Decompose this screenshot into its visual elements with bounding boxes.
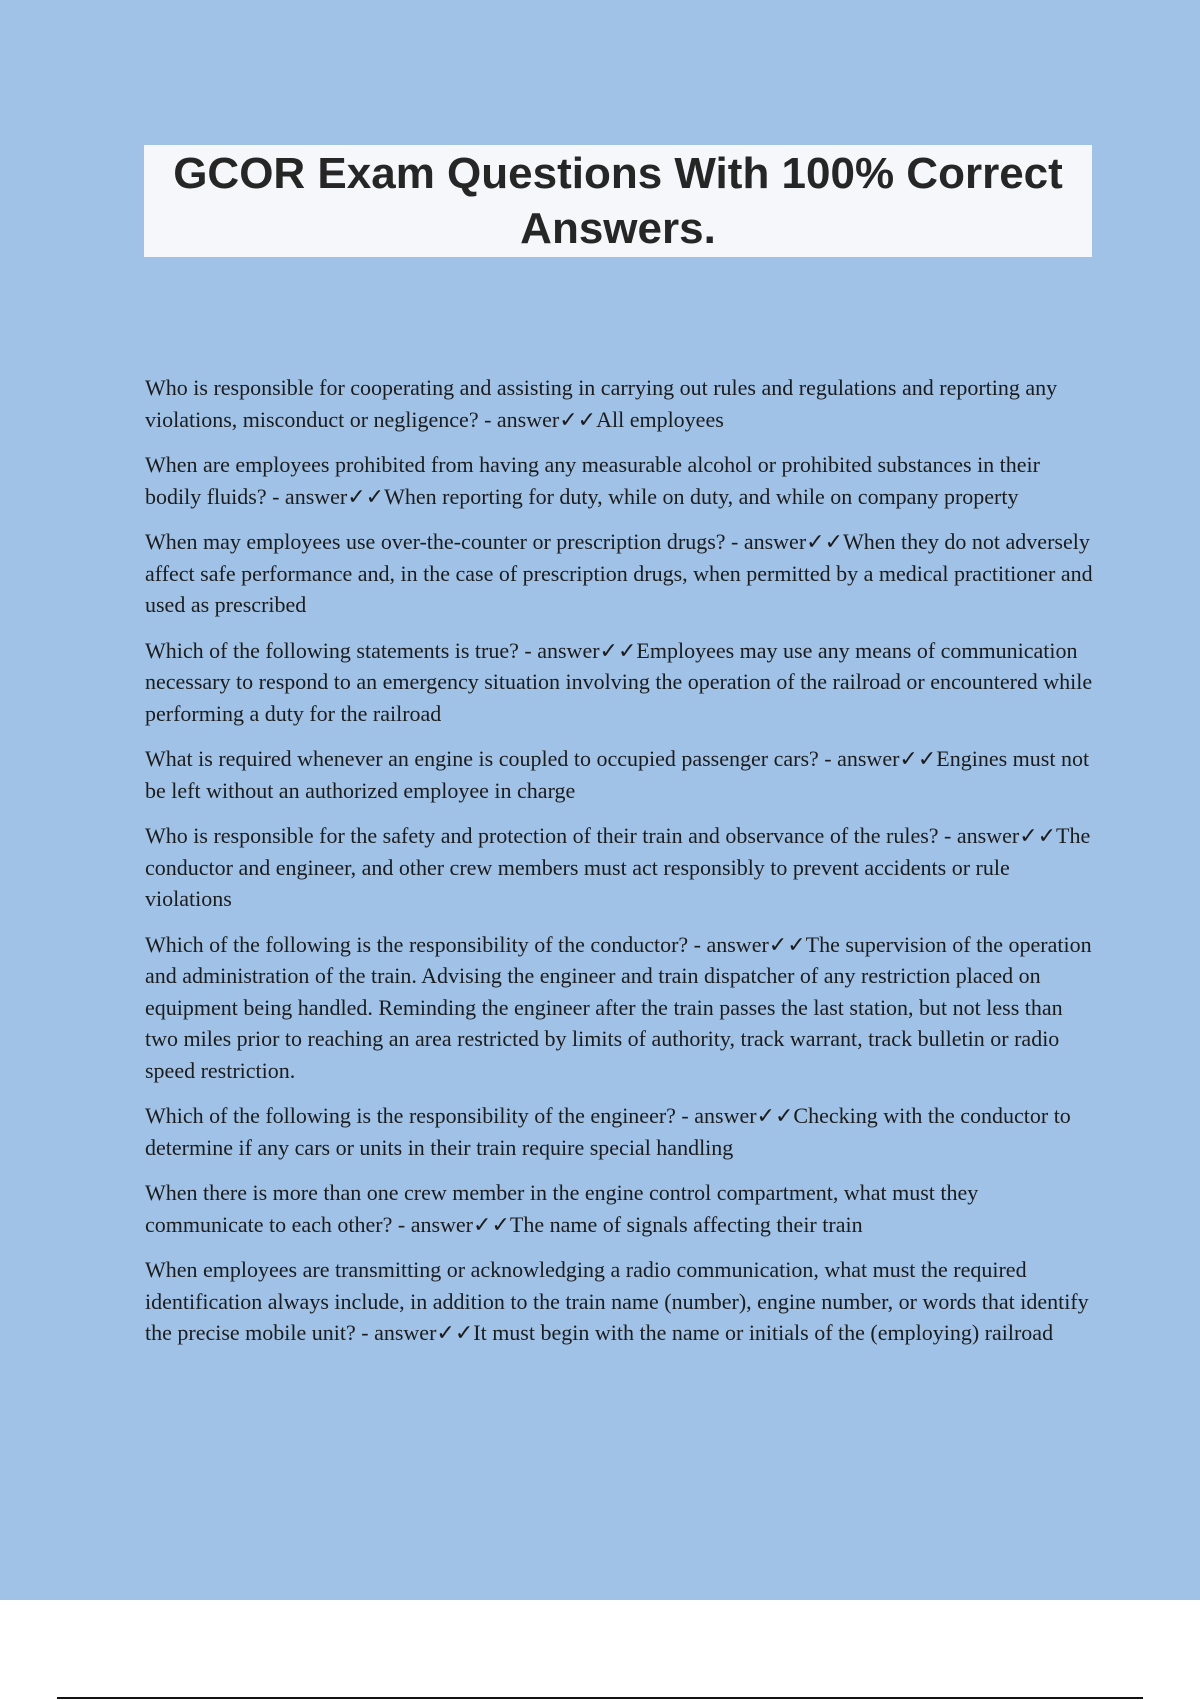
qa-item-6: Who is responsible for the safety and protection of their train and observance of the rules? - answer✓✓The conductor and engineer, and other crew members must act responsibly to prevent accidents or rule violations [145,823,1091,911]
title-box [144,145,1092,257]
qa-item-4: Which of the following statements is true? - answer✓✓Employees may use any means of communication necessary to respond to an emergency situation involving the operation of the railroad or encountered while performing a duty for the railroad [145,637,1093,726]
qa-item-9: When there is more than one crew member in the engine control compartment, what must they communicate to each other? - answer✓✓The name of signals affecting their train [145,1180,979,1237]
qa-item-7: Which of the following is the responsibility of the conductor? - answer✓✓The supervision of the operation and administration of the train. Advising the engineer and train dispatcher of any restriction placed on equipment being handled. Reminding the engineer after the train passes the last station, but not less than two miles prior to reaching an area restricted by limits of authority, track warrant, track bulletin or radio speed restriction. [145,931,1092,1083]
qa-item-1: Who is responsible for cooperating and assisting in carrying out rules and regulations and reporting any violations, misconduct or negligence? - answer✓✓All employees [145,375,1058,432]
qa-item-5: What is required whenever an engine is coupled to occupied passenger cars? - answer✓✓Engines must not be left without an authorized employee in charge [145,746,1090,803]
qa-item-8: Which of the following is the responsibility of the engineer? - answer✓✓Checking with the conductor to determine if any cars or units in their train require special handling [145,1103,1071,1160]
qa-item-3: When may employees use over-the-counter or prescription drugs? - answer✓✓When they do not adversely affect safe performance and, in the case of prescription drugs, when permitted by a medical practitioner and used as prescribed [145,529,1093,617]
qa-item-10: When employees are transmitting or acknowledging a radio communication, what must the required identification always include, in addition to the train name (number), engine number, or words that identify the precise mobile unit? - answer✓✓It must begin with the name or initials of the (employing) railroad [145,1257,1089,1345]
question-answer-list [145,372,1095,1363]
page-title: GCOR Exam Questions With 100% Correct Answers. [173,149,1063,253]
qa-item-2: When are employees prohibited from having any measurable alcohol or prohibited substances in their bodily fluids? - answer✓✓When reporting for duty, while on duty, and while on company property [145,452,1040,509]
bottom-divider [57,1697,1143,1699]
